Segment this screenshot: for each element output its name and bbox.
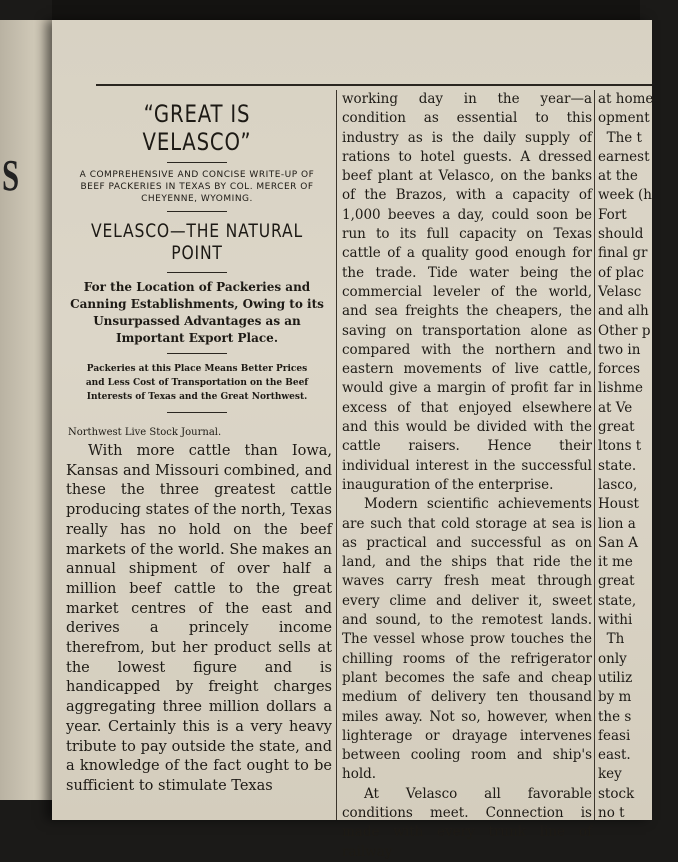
article-body-col3: at home opment The t earnest at the week (h Fort should final gr of plac Velasc and alh Other p two in forces lishme at Ve great ltons t state. lasco, Houst lion a San A it me great state, withi Th only utiliz by m the s feasi east. key stock no t bbox=[598, 91, 654, 821]
subhead: VELASCO—THE NATURAL POINT bbox=[91, 220, 303, 264]
column-2 bbox=[342, 90, 592, 860]
column-rule bbox=[336, 90, 337, 820]
separator bbox=[167, 412, 227, 413]
newspaper-page bbox=[52, 20, 654, 860]
column-rule bbox=[594, 90, 595, 820]
column-3 bbox=[598, 90, 678, 820]
headline: “GREAT IS VELASCO” bbox=[142, 100, 252, 156]
column-top-rule bbox=[96, 84, 652, 86]
deck: A COMPREHENSIVE AND CONCISE WRITE-UP OF BEEF PACKERIES IN TEXAS BY COL. MERCER OF CHEYENNE, WYOMING. bbox=[79, 170, 315, 204]
separator bbox=[167, 211, 227, 212]
source-credit: Northwest Live Stock Journal. bbox=[68, 427, 222, 438]
summary-2: Packeries at this Place Means Better Prices and Less Cost of Transportation on the Beef Interests of Texas and the Great Northwest. bbox=[85, 364, 309, 402]
separator bbox=[167, 162, 227, 163]
column-1 bbox=[62, 90, 332, 820]
separator bbox=[167, 272, 227, 273]
top-dark-edge bbox=[52, 0, 640, 22]
separator bbox=[167, 353, 227, 354]
article-body-col1: With more cattle than Iowa, Kansas and Missouri combined, and these the three greatest cattle producing states of the north, Texas really has no hold on the beef markets of the world. She makes an annual shipment of over half a million beef cattle to the great market centres of the east and derives a princely income therefrom, but her product sells at the lowest figure and is handicapped by freight charges aggregating three million dollars a year. Certainly this is a very heavy tribute to pay outside the state, and a knowledge of the fact ought to be sufficient to stimulate Texas bbox=[66, 443, 332, 794]
article-body-col2-p1: working day in the year—a condition as essential to this industry as is the daily supply of rations to hotel guests. A dressed beef plant at Velasco, on the banks of the Brazos, with a capacity of 1,000 beeves a day, could soon be run to its full capacity on Texas cattle of a quality good enough for the trade. Tide water being the commercial leveler of the world, and sea freights the cheapers, the saving on transportation alone as compared with the northern and eastern movements of live cattle, would give a margin of profit far in excess of that enjoyed elsewhere and this would be divided with the cattle raisers. Hence their individual interest in the successful inauguration of the enterprise. bbox=[342, 91, 592, 493]
article-body-col2-p3: At Velasco all favorable conditions meet. Connection is made with every trunk line of railway bbox=[342, 785, 592, 860]
previous-page-letter: S bbox=[2, 151, 20, 200]
previous-page-edge bbox=[0, 20, 56, 800]
summary: For the Location of Packeries and Canning Establishments, Owing to its Unsurpassed Advantages as an Important Export Place. bbox=[70, 280, 324, 345]
article-body-col2-p2: Modern scientific achievements are such that cold storage at sea is as practical and successful as on land, and the ships that ride the waves carry fresh meat through every clime and deliver it, sweet and sound, to the remotest lands. The vessel whose prow touches the chilling rooms of the refrigerator plant becomes the safe and cheap medium of delivery ten thousand miles away. Not so, however, when lighterage or drayage intervenes between cooling room and ship's hold. bbox=[342, 496, 592, 783]
